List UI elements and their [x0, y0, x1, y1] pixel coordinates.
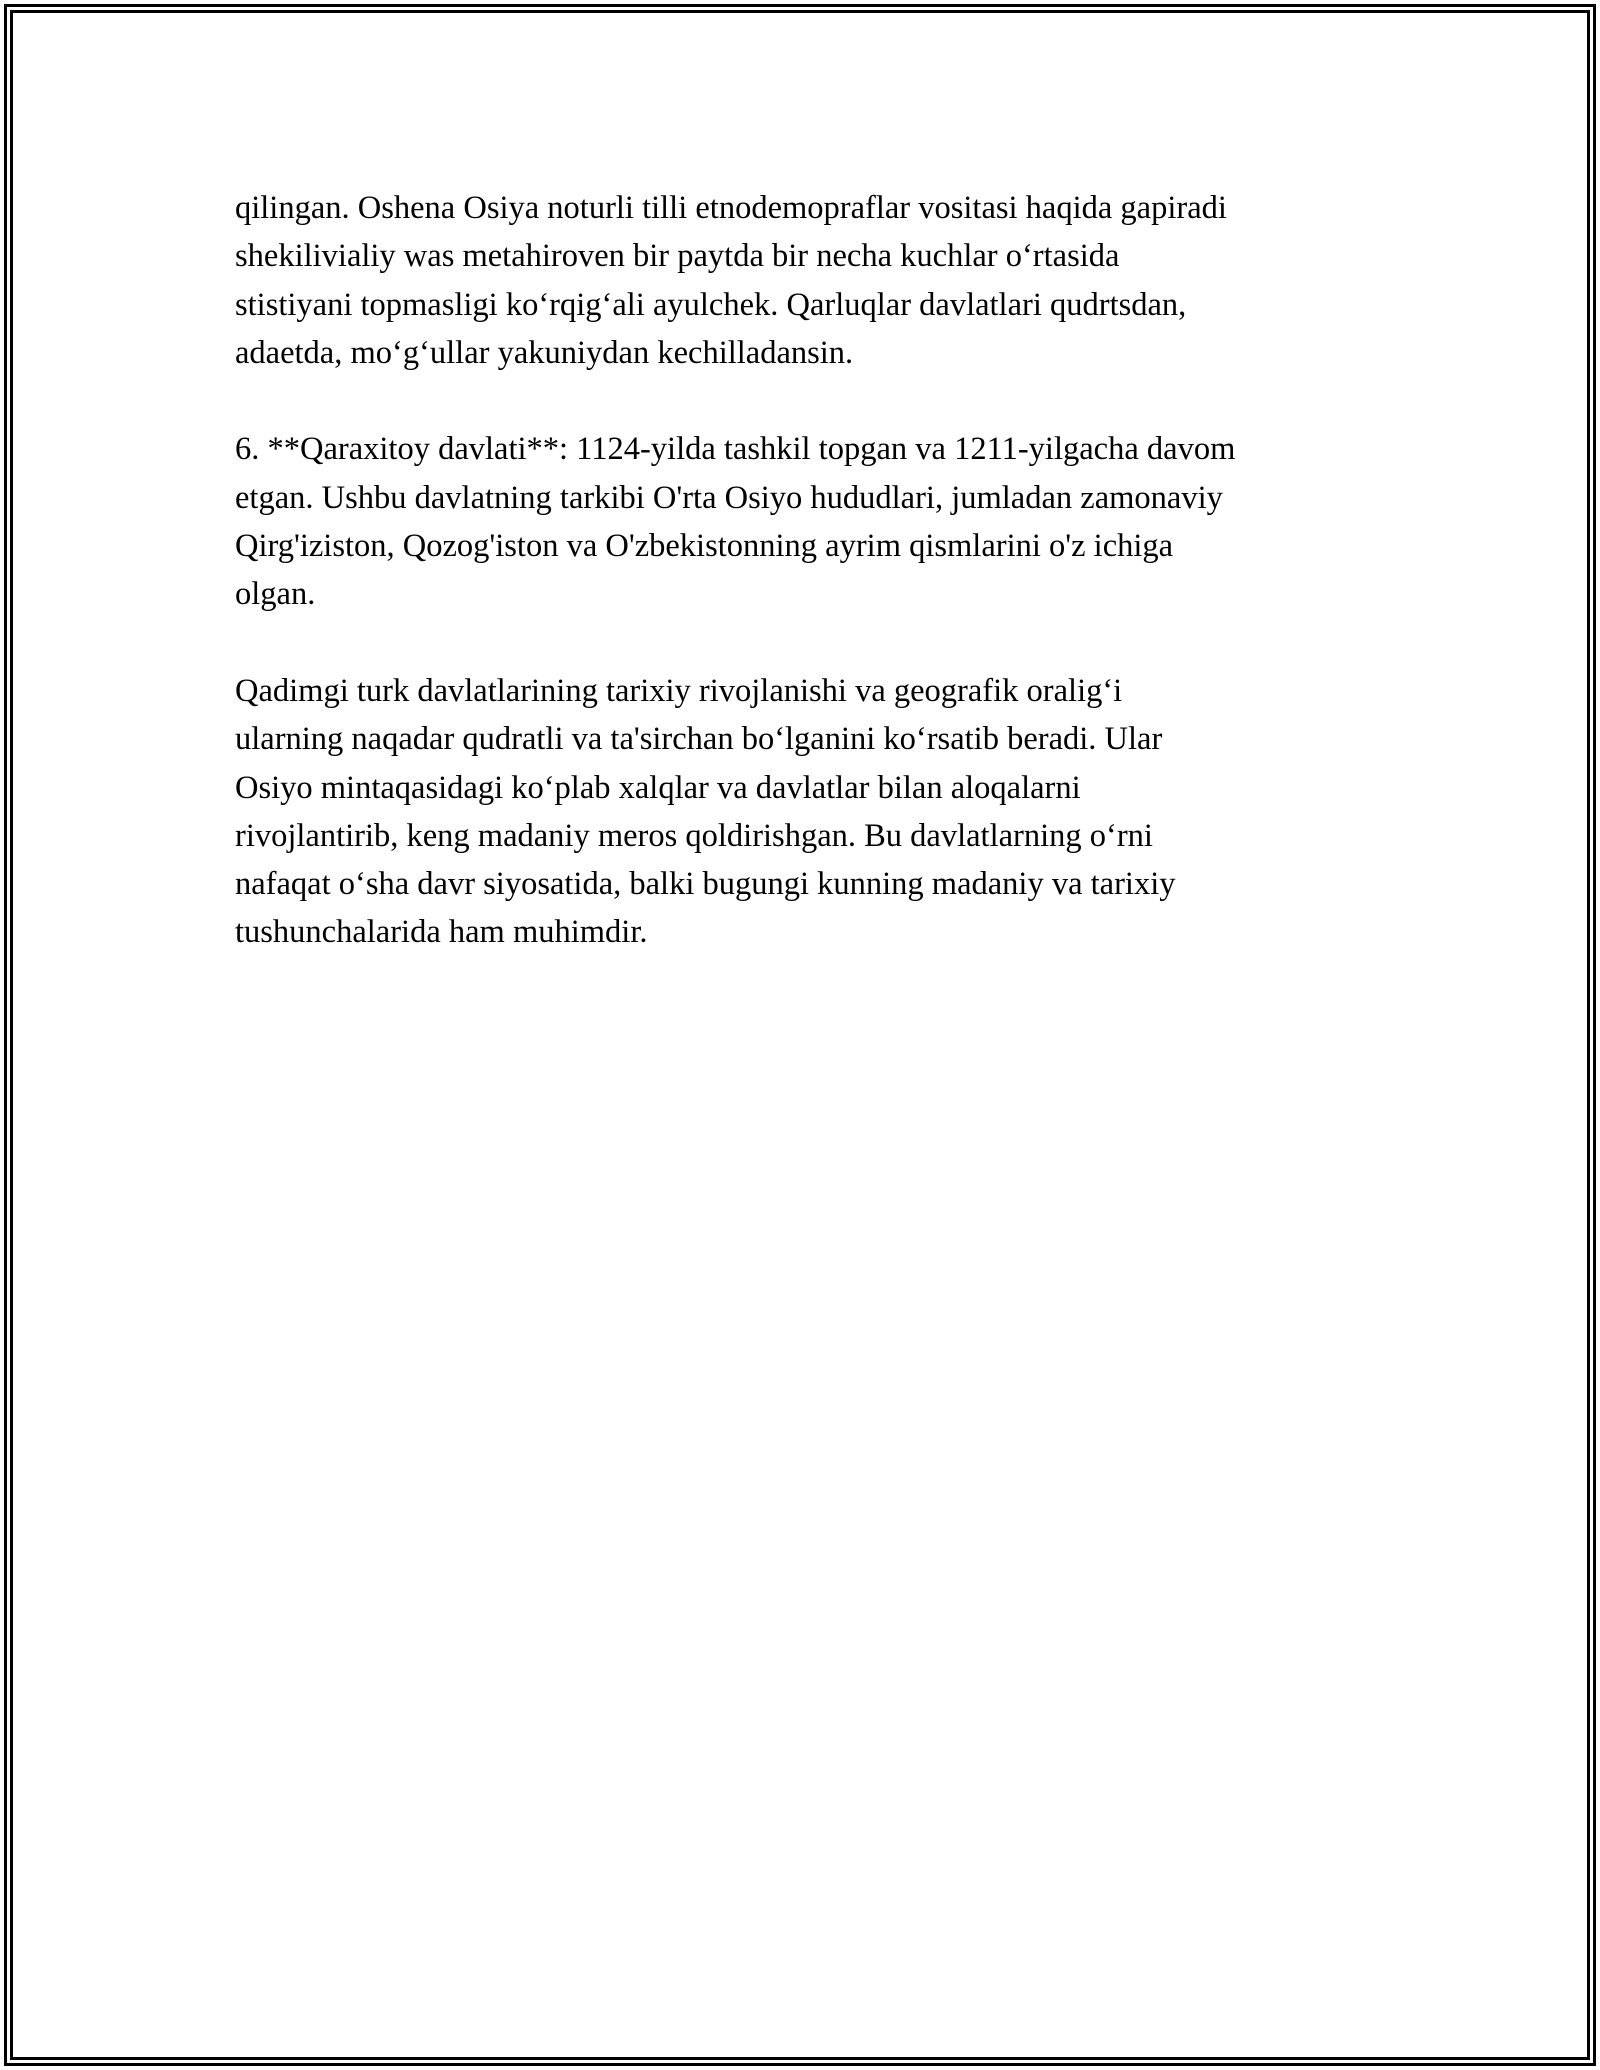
document-body [235, 184, 1385, 1005]
paragraph-qarluqlar-continuation: qilingan. Oshena Osiya noturli tilli etnodemopraflar vositasi haqida gapiradi shekilivialiy was metahiroven bir paytda bir necha kuchlar o‘rtasida stistiyani topmasligi ko‘rqig‘ali ayulchek. Qarluqlar davlatlari qudrtsdan, adaetda, mo‘g‘ullar yakuniydan kechilladansin. [235, 190, 1227, 371]
paragraph-conclusion: Qadimgi turk davlatlarining tarixiy rivojlanishi va geografik oralig‘i ularning naqadar qudratli va ta'sirchan bo‘lganini ko‘rsatib beradi. Ular Osiyo mintaqasidagi ko‘plab xalqlar va davlatlar bilan aloqalarni rivojlantirib, keng madaniy meros qoldirishgan. Bu davlatlarning o‘rni nafaqat o‘sha davr siyosatida, balki bugungi kunning madaniy va tarixiy tushunchalarida ham muhimdir. [235, 672, 1176, 951]
paragraph-qaraxitoy: 6. **Qaraxitoy davlati**: 1124-yilda tashkil topgan va 1211-yilgacha davom etgan. Ushbu davlatning tarkibi O'rta Osiyo hududlari, jumladan zamonaviy Qirg'iziston, Qozog'iston va O'zbekistonning ayrim qismlarini o'z ichiga olgan. [235, 431, 1236, 613]
